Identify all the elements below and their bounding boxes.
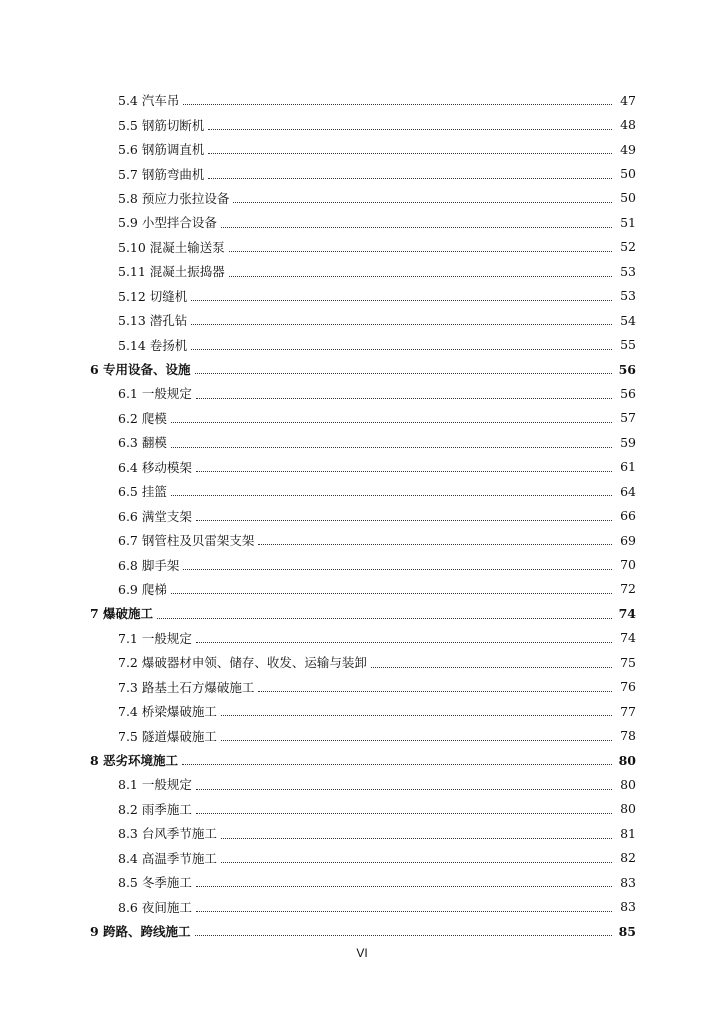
toc-entry-page: 52 xyxy=(620,239,636,255)
dot-leader xyxy=(371,666,612,668)
toc-section-entry[interactable] xyxy=(0,699,636,723)
toc-section-entry[interactable] xyxy=(0,88,636,112)
dot-leader xyxy=(196,397,612,399)
toc-section-entry[interactable] xyxy=(0,332,636,356)
dot-leader xyxy=(196,885,612,887)
dot-leader xyxy=(233,201,612,203)
toc-entry-page: 77 xyxy=(620,703,636,719)
dot-leader xyxy=(171,494,612,496)
toc-entry-title: 6.7 钢管柱及贝雷架支架 xyxy=(118,533,255,549)
toc-section-entry[interactable] xyxy=(0,112,636,136)
dot-leader xyxy=(191,323,612,325)
toc-section-entry[interactable] xyxy=(0,259,636,283)
dot-leader xyxy=(157,617,612,619)
toc-section-entry[interactable] xyxy=(0,479,636,503)
toc-entry-page: 57 xyxy=(620,410,636,426)
toc-entry-page: 61 xyxy=(620,459,636,475)
toc-section-entry[interactable] xyxy=(0,235,636,259)
toc-entry-page: 48 xyxy=(620,117,636,133)
toc-entry-page: 47 xyxy=(620,92,636,108)
toc-entry-title: 5.9 小型拌合设备 xyxy=(118,215,217,231)
toc-entry-title: 7.4 桥梁爆破施工 xyxy=(118,704,217,720)
toc-entry-page: 85 xyxy=(618,923,636,939)
dot-leader xyxy=(196,812,612,814)
toc-entry-page: 54 xyxy=(620,312,636,328)
toc-entry-page: 56 xyxy=(618,361,636,377)
dot-leader xyxy=(229,275,612,277)
toc-section-entry[interactable] xyxy=(0,455,636,479)
toc-entry-page: 83 xyxy=(620,899,636,915)
toc-entry-page: 76 xyxy=(620,679,636,695)
toc-entry-title: 7.3 路基土石方爆破施工 xyxy=(118,679,255,695)
toc-section-entry[interactable] xyxy=(0,626,636,650)
dot-leader xyxy=(195,372,612,374)
toc-entry-title: 6.5 挂篮 xyxy=(118,484,167,500)
page-number: VI xyxy=(356,946,368,960)
toc-entry-title: 6.2 爬模 xyxy=(118,410,167,426)
toc-entry-title: 5.4 汽车吊 xyxy=(118,93,180,109)
toc-section-entry[interactable] xyxy=(0,870,636,894)
toc-entry-title: 5.10 混凝土输送泵 xyxy=(118,239,225,255)
toc-entry-title: 8.6 夜间施工 xyxy=(118,899,192,915)
toc-entry-page: 72 xyxy=(620,581,636,597)
toc-entry-page: 75 xyxy=(620,654,636,670)
toc-entry-page: 78 xyxy=(620,728,636,744)
toc-section-entry[interactable] xyxy=(0,821,636,845)
toc-entry-page: 50 xyxy=(620,166,636,182)
toc-chapter-entry[interactable] xyxy=(0,601,636,625)
dot-leader xyxy=(208,177,612,179)
toc-entry-page: 50 xyxy=(620,190,636,206)
toc-entry-title: 6.9 爬梯 xyxy=(118,581,167,597)
toc-section-entry[interactable] xyxy=(0,430,636,454)
toc-entry-page: 74 xyxy=(620,630,636,646)
toc-entry-title: 5.6 钢筋调直机 xyxy=(118,142,205,158)
toc-entry-title: 6.6 满堂支架 xyxy=(118,508,192,524)
toc-entry-title: 5.7 钢筋弯曲机 xyxy=(118,166,205,182)
toc-entry-title: 5.8 预应力张拉设备 xyxy=(118,190,230,206)
toc-entry-page: 51 xyxy=(620,214,636,230)
toc-entry-title: 8.2 雨季施工 xyxy=(118,801,192,817)
toc-entry-page: 80 xyxy=(620,776,636,792)
toc-entry-title: 8 恶劣环境施工 xyxy=(90,753,179,769)
toc-entry-page: 82 xyxy=(620,850,636,866)
toc-entry-title: 9 跨路、跨线施工 xyxy=(90,924,191,940)
dot-leader xyxy=(191,299,612,301)
toc-entry-title: 8.5 冬季施工 xyxy=(118,875,192,891)
dot-leader xyxy=(208,128,612,130)
toc-entry-title: 5.14 卷扬机 xyxy=(118,337,188,353)
toc-entry-page: 55 xyxy=(620,337,636,353)
toc-entry-page: 80 xyxy=(618,752,636,768)
toc-section-entry[interactable] xyxy=(0,308,636,332)
table-of-contents xyxy=(0,88,724,943)
toc-chapter-entry[interactable] xyxy=(0,357,636,381)
toc-entry-title: 6.1 一般规定 xyxy=(118,386,192,402)
toc-section-entry[interactable] xyxy=(0,675,636,699)
toc-section-entry[interactable] xyxy=(0,797,636,821)
toc-section-entry[interactable] xyxy=(0,846,636,870)
toc-section-entry[interactable] xyxy=(0,284,636,308)
toc-entry-page: 70 xyxy=(620,557,636,573)
toc-section-entry[interactable] xyxy=(0,186,636,210)
toc-entry-title: 7.5 隧道爆破施工 xyxy=(118,728,217,744)
toc-section-entry[interactable] xyxy=(0,503,636,527)
dot-leader xyxy=(229,250,612,252)
toc-entry-page: 83 xyxy=(620,874,636,890)
toc-section-entry[interactable] xyxy=(0,137,636,161)
toc-entry-page: 53 xyxy=(620,263,636,279)
toc-chapter-entry[interactable] xyxy=(0,748,636,772)
toc-entry-title: 7.1 一般规定 xyxy=(118,630,192,646)
toc-entry-page: 81 xyxy=(620,825,636,841)
toc-section-entry[interactable] xyxy=(0,772,636,796)
toc-entry-title: 6.8 脚手架 xyxy=(118,557,180,573)
dot-leader xyxy=(196,910,612,912)
toc-entry-page: 74 xyxy=(618,605,636,621)
toc-section-entry[interactable] xyxy=(0,381,636,405)
toc-entry-page: 59 xyxy=(620,434,636,450)
dot-leader xyxy=(196,641,612,643)
dot-leader xyxy=(221,739,612,741)
toc-entry-title: 8.3 台风季节施工 xyxy=(118,826,217,842)
toc-entry-title: 6 专用设备、设施 xyxy=(90,362,191,378)
dot-leader xyxy=(171,592,612,594)
toc-entry-page: 66 xyxy=(620,508,636,524)
dot-leader xyxy=(196,788,612,790)
toc-section-entry[interactable] xyxy=(0,650,636,674)
toc-chapter-entry[interactable] xyxy=(0,919,636,943)
toc-entry-page: 53 xyxy=(620,288,636,304)
toc-entry-title: 8.1 一般规定 xyxy=(118,777,192,793)
dot-leader xyxy=(196,519,612,521)
dot-leader xyxy=(183,568,612,570)
toc-entry-title: 8.4 高温季节施工 xyxy=(118,850,217,866)
toc-section-entry[interactable] xyxy=(0,723,636,747)
toc-entry-title: 5.5 钢筋切断机 xyxy=(118,117,205,133)
dot-leader xyxy=(221,226,612,228)
dot-leader xyxy=(221,714,612,716)
toc-entry-title: 7 爆破施工 xyxy=(90,606,154,622)
toc-entry-page: 69 xyxy=(620,532,636,548)
toc-entry-title: 5.11 混凝土振捣器 xyxy=(118,264,225,280)
toc-section-entry[interactable] xyxy=(0,577,636,601)
dot-leader xyxy=(171,421,612,423)
toc-section-entry[interactable] xyxy=(0,528,636,552)
toc-entry-page: 64 xyxy=(620,483,636,499)
toc-entry-page: 56 xyxy=(620,385,636,401)
toc-entry-title: 5.12 切缝机 xyxy=(118,288,188,304)
toc-section-entry[interactable] xyxy=(0,161,636,185)
dot-leader xyxy=(182,763,612,765)
dot-leader xyxy=(196,470,612,472)
dot-leader xyxy=(208,152,612,154)
dot-leader xyxy=(258,690,612,692)
toc-section-entry[interactable] xyxy=(0,406,636,430)
toc-section-entry[interactable] xyxy=(0,552,636,576)
toc-entry-title: 7.2 爆破器材申领、储存、收发、运输与装卸 xyxy=(118,655,367,671)
dot-leader xyxy=(183,103,612,105)
dot-leader xyxy=(258,543,612,545)
toc-section-entry[interactable] xyxy=(0,210,636,234)
toc-entry-page: 80 xyxy=(620,801,636,817)
dot-leader xyxy=(221,837,612,839)
toc-entry-title: 6.4 移动模架 xyxy=(118,459,192,475)
dot-leader xyxy=(171,446,612,448)
toc-entry-title: 6.3 翻模 xyxy=(118,435,167,451)
dot-leader xyxy=(195,934,612,936)
dot-leader xyxy=(191,348,612,350)
toc-section-entry[interactable] xyxy=(0,894,636,918)
toc-entry-title: 5.13 潜孔钻 xyxy=(118,313,188,329)
dot-leader xyxy=(221,861,612,863)
toc-entry-page: 49 xyxy=(620,141,636,157)
